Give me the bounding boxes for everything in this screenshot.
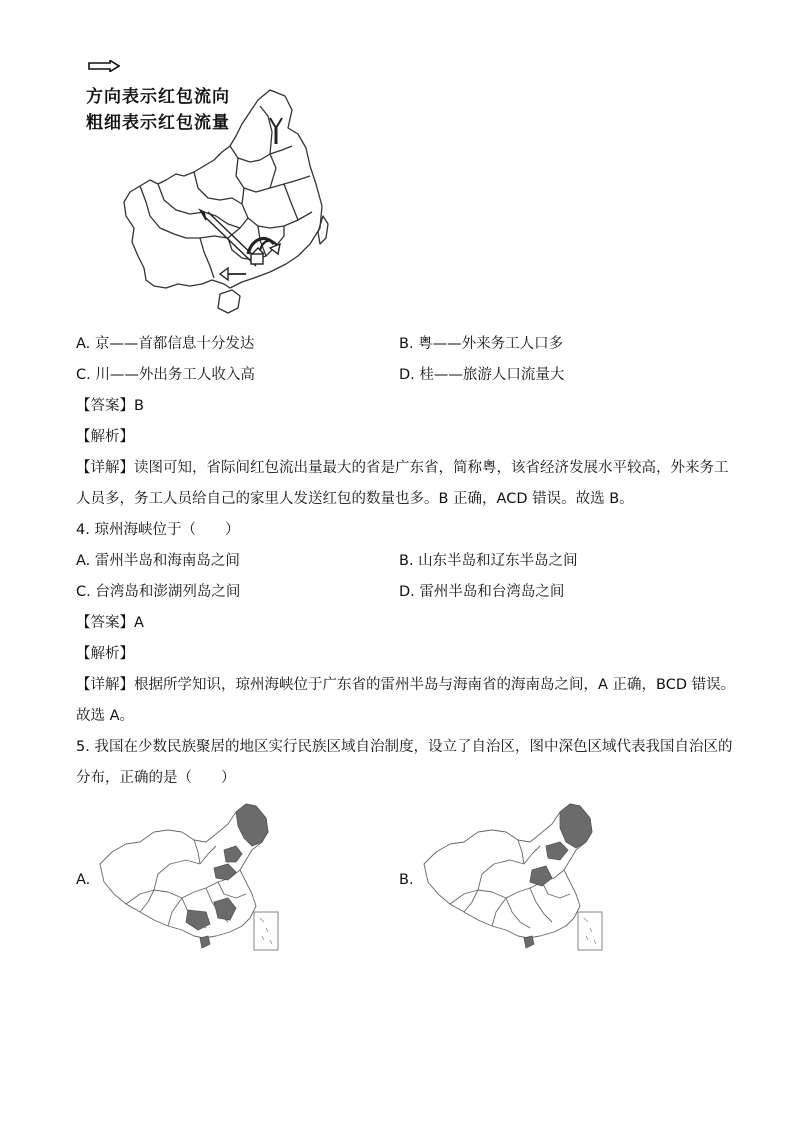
- q3-option-a: A. 京——首都信息十分发达: [76, 336, 255, 352]
- q5-option-b-label: B.: [399, 872, 414, 888]
- q3-detail-line1: 【详解】读图可知，省际间红包流出量最大的省是广东省，简称粤，该省经济发展水平较高，外来务工: [76, 460, 729, 476]
- q3-answer: 【答案】B: [76, 398, 144, 414]
- q5-map-b: [420, 802, 606, 954]
- q3-analysis-heading: 【解析】: [76, 429, 134, 445]
- q5-stem-line1: 5. 我国在少数民族聚居的地区实行民族区域自治制度，设立了自治区，图中深色区域代表我国自治区的: [76, 739, 733, 755]
- q3-option-c: C. 川——外出务工人收入高: [76, 367, 255, 383]
- q5-map-a: [96, 802, 282, 954]
- q4-option-b: B. 山东半岛和辽东半岛之间: [399, 553, 578, 569]
- q4-detail-line2: 故选 A。: [76, 708, 135, 724]
- q3-option-d: D. 桂——旅游人口流量大: [399, 367, 565, 383]
- q3-detail-line2: 人员多，务工人员给自己的家里人发送红包的数量也多。B 正确，ACD 错误。故选 B。: [76, 491, 634, 507]
- q3-option-b: B. 粤——外来务工人口多: [399, 336, 564, 352]
- map-legend-direction: 方向表示红包流向: [86, 87, 230, 107]
- q4-analysis-heading: 【解析】: [76, 646, 134, 662]
- q4-option-a: A. 雷州半岛和海南岛之间: [76, 553, 240, 569]
- q4-detail-line1: 【详解】根据所学知识，琼州海峡位于广东省的雷州半岛与海南省的海南岛之间，A 正确，BCD 错误。: [76, 677, 736, 693]
- map-legend-thickness: 粗细表示红包流量: [86, 113, 230, 133]
- flow-arrow-legend-icon: [88, 60, 120, 72]
- q4-option-d: D. 雷州半岛和台湾岛之间: [399, 584, 565, 600]
- q4-stem: 4. 琼州海峡位于（ ）: [76, 522, 240, 538]
- q5-stem-line2: 分布，正确的是（ ）: [76, 770, 236, 786]
- red-packet-flow-map: [120, 88, 335, 316]
- q4-answer: 【答案】A: [76, 615, 144, 631]
- q5-option-a-label: A.: [76, 872, 91, 888]
- q4-option-c: C. 台湾岛和澎湖列岛之间: [76, 584, 241, 600]
